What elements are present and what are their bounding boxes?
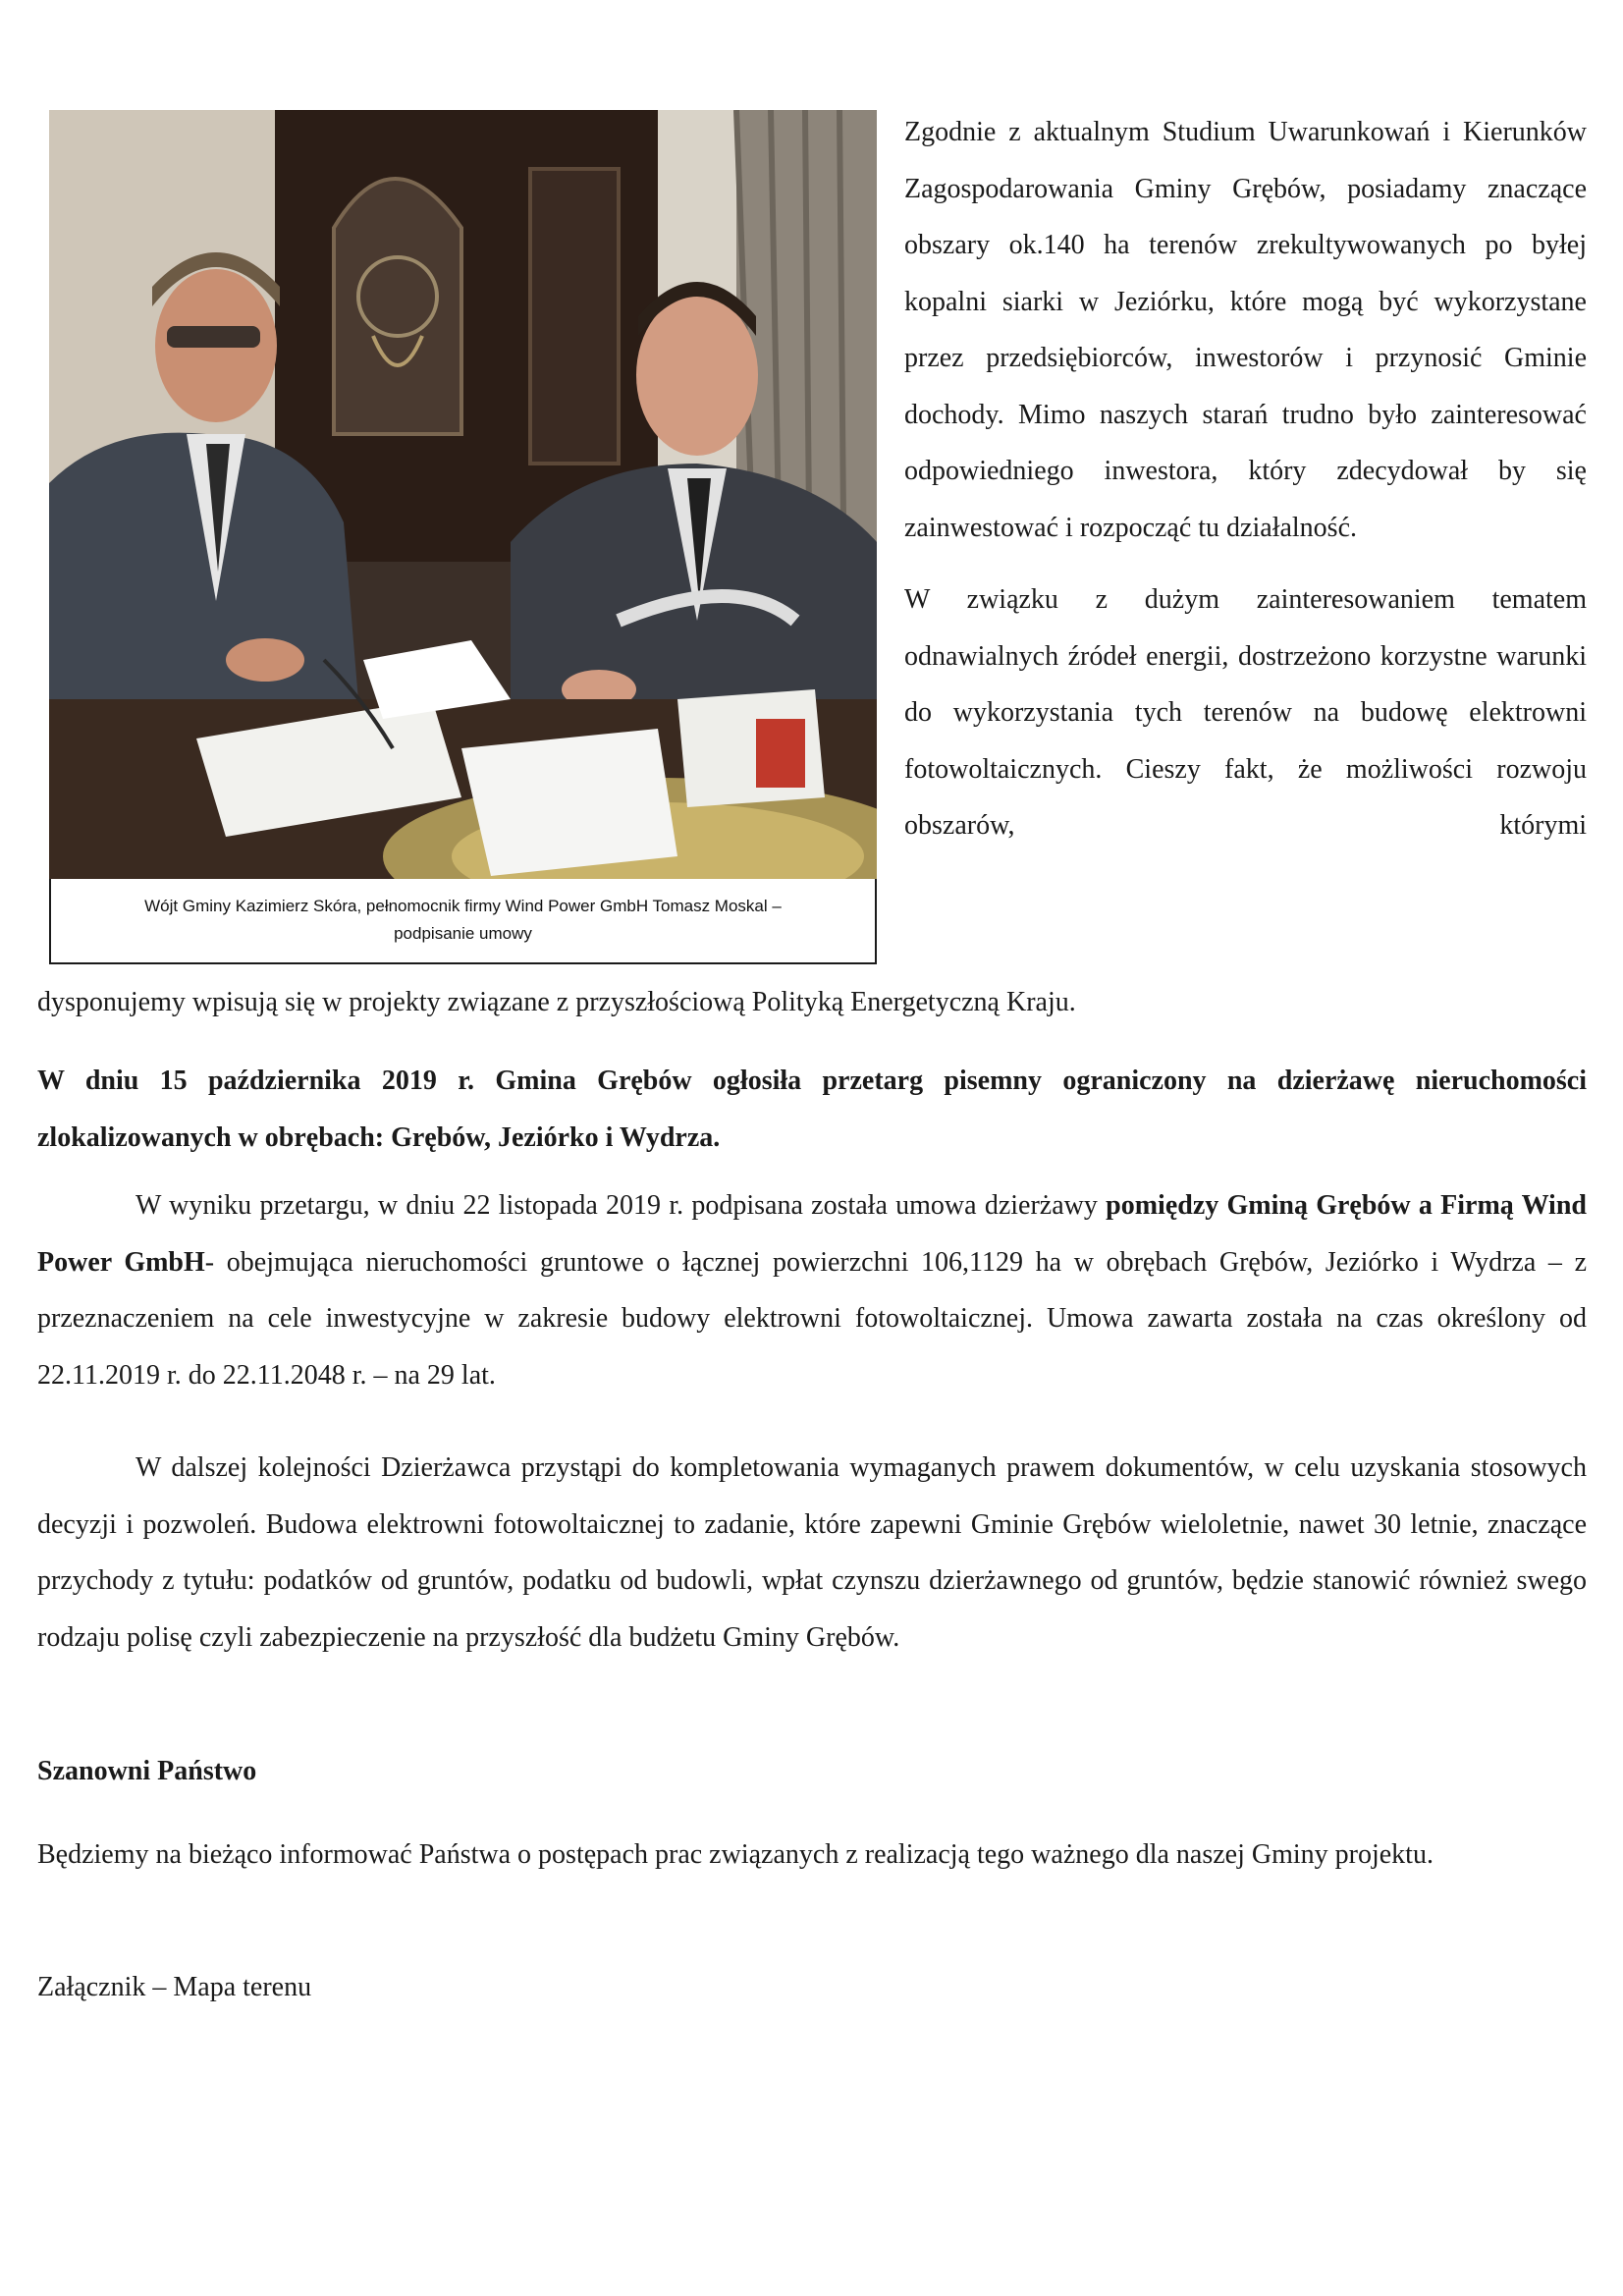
intro-column: [904, 104, 1587, 854]
signing-photo: [49, 110, 877, 879]
caption-line-1: Wójt Gminy Kazimierz Skóra, pełnomocnik firmy Wind Power GmbH Tomasz Moskal –: [144, 897, 782, 915]
announcement-paragraph: W dniu 15 października 2019 r. Gmina Grębów ogłosiła przetarg pisemny ograniczony na dzierżawę nieruchomości zlokalizowanych w obrębach: Grębów, Jeziórko i Wydrza.: [37, 1066, 1587, 1153]
intro-paragraph-2-continuation: dysponujemy wpisują się w projekty związane z przyszłościową Polityką Energetyczną Kraju.: [37, 987, 1076, 1017]
result-parties: pomiędzy Gminą Grębów a Firmą Wind Power GmbH: [37, 1190, 1587, 1278]
result-text-1: W wyniku przetargu, w dniu 22 listopada 2019 r. podpisana została umowa dzierżawy: [135, 1190, 1107, 1221]
attachment-note: Załącznik – Mapa terenu: [37, 1972, 312, 2002]
caption-line-2: podpisanie umowy: [394, 924, 532, 943]
intro-paragraph-2: W związku z dużym zainteresowaniem tematem odnawialnych źródeł energii, dostrzeżono korzystne warunki do wykorzystania tych terenów na budowę elektrowni fotowoltaicznych. Cieszy fakt, że możliwości rozwoju obszarów, którymi: [904, 584, 1587, 841]
photo-figure: [49, 110, 877, 964]
inform-paragraph: Będziemy na bieżąco informować Państwa o postępach prac związanych z realizacją tego ważnego dla naszej Gminy projektu.: [37, 1839, 1434, 1870]
photo-caption: [49, 879, 877, 964]
greeting: Szanowni Państwo: [37, 1756, 257, 1786]
signing-photo-illustration: [49, 110, 877, 879]
result-paragraph: [37, 1177, 1587, 1403]
intro-paragraph-1: Zgodnie z aktualnym Studium Uwarunkowań i Kierunków Zagospodarowania Gminy Grębów, posiadamy znaczące obszary ok.140 ha terenów zrekultywowanych po byłej kopalni siarki w Jeziórku, które mogą być wykorzystane przez przedsiębiorców, inwestorów i przynosić Gminie dochody. Mimo naszych starań trudno było zainteresować odpowiedniego inwestora, który zdecydował by się zainwestować i rozpocząć tu działalność.: [904, 117, 1587, 543]
next-steps-paragraph: W dalszej kolejności Dzierżawca przystąpi do kompletowania wymaganych prawem dokumentów, w celu uzyskania stosowych decyzji i pozwoleń. Budowa elektrowni fotowoltaicznej to zadanie, które zapewni Gminie Grębów wieloletnie, nawet 30 letnie, znaczące przychody z tytułu: podatków od gruntów, podatku od budowli, wpłat czynszu dzierżawnego od gruntów, będzie stanowić również swego rodzaju polisę czyli zabezpieczenie na przyszłość dla budżetu Gminy Grębów.: [37, 1452, 1587, 1653]
result-text-2: - obejmująca nieruchomości gruntowe o łącznej powierzchni 106,1129 ha w obrębach Grębów, Jeziórko i Wydrza – z przeznaczeniem na cele inwestycyjne w zakresie budowy elektrowni fotowoltaicznej. Umowa zawarta została na czas określony od 22.11.2019 r. do 22.11.2048 r. – na 29 lat.: [37, 1246, 1587, 1391]
